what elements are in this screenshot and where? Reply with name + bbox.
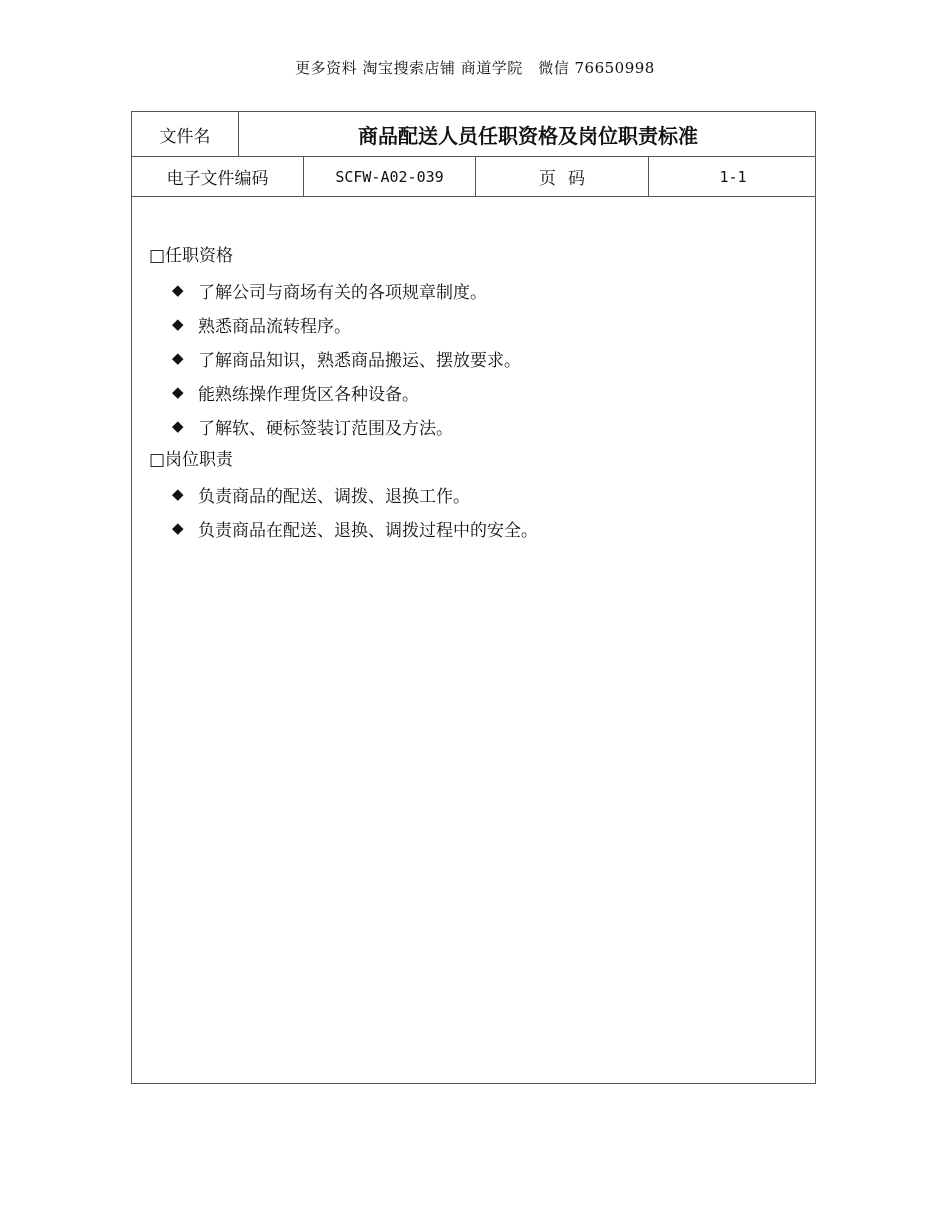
list-item-text: 负责商品在配送、退换、调拨过程中的安全。 xyxy=(198,520,538,541)
list-item-text: 能熟练操作理货区各种设备。 xyxy=(198,384,419,405)
list-item xyxy=(132,273,815,307)
list-item-text: 了解商品知识，熟悉商品搬运、摆放要求。 xyxy=(198,350,521,371)
section-heading-qualifications: □任职资格 xyxy=(149,246,234,266)
list-item xyxy=(132,409,815,443)
list-item xyxy=(132,375,815,409)
list-item xyxy=(132,341,815,375)
list-item xyxy=(132,477,815,511)
list-item-text: 熟悉商品流转程序。 xyxy=(198,316,351,337)
code-value: SCFW-A02-039 xyxy=(304,157,476,196)
code-label: 电子文件编码 xyxy=(132,157,304,196)
content-body xyxy=(132,197,815,545)
document-form xyxy=(131,111,816,1084)
diamond-bullet-icon: ◆ xyxy=(172,281,184,299)
diamond-bullet-icon: ◆ xyxy=(172,417,184,435)
page-header-text: 更多资料 淘宝搜索店铺 商道学院 微信 76650998 xyxy=(295,59,655,77)
page-label: 页码 xyxy=(476,157,649,196)
list-item-text: 了解公司与商场有关的各项规章制度。 xyxy=(198,282,487,303)
list-item-text: 负责商品的配送、调拨、退换工作。 xyxy=(198,486,470,507)
diamond-bullet-icon: ◆ xyxy=(172,519,184,537)
page-value: 1-1 xyxy=(719,167,747,186)
list-item-text: 了解软、硬标签装订范围及方法。 xyxy=(198,418,453,439)
diamond-bullet-icon: ◆ xyxy=(172,349,184,367)
section-heading-duties: □岗位职责 xyxy=(149,450,234,470)
diamond-bullet-icon: ◆ xyxy=(172,315,184,333)
document-title: 商品配送人员任职资格及岗位职责标准 xyxy=(358,123,698,148)
title-row xyxy=(132,112,815,157)
list-item xyxy=(132,307,815,341)
list-item xyxy=(132,511,815,545)
file-name-label: 文件名 xyxy=(132,112,239,156)
diamond-bullet-icon: ◆ xyxy=(172,383,184,401)
code-row xyxy=(132,157,815,197)
diamond-bullet-icon: ◆ xyxy=(172,485,184,503)
